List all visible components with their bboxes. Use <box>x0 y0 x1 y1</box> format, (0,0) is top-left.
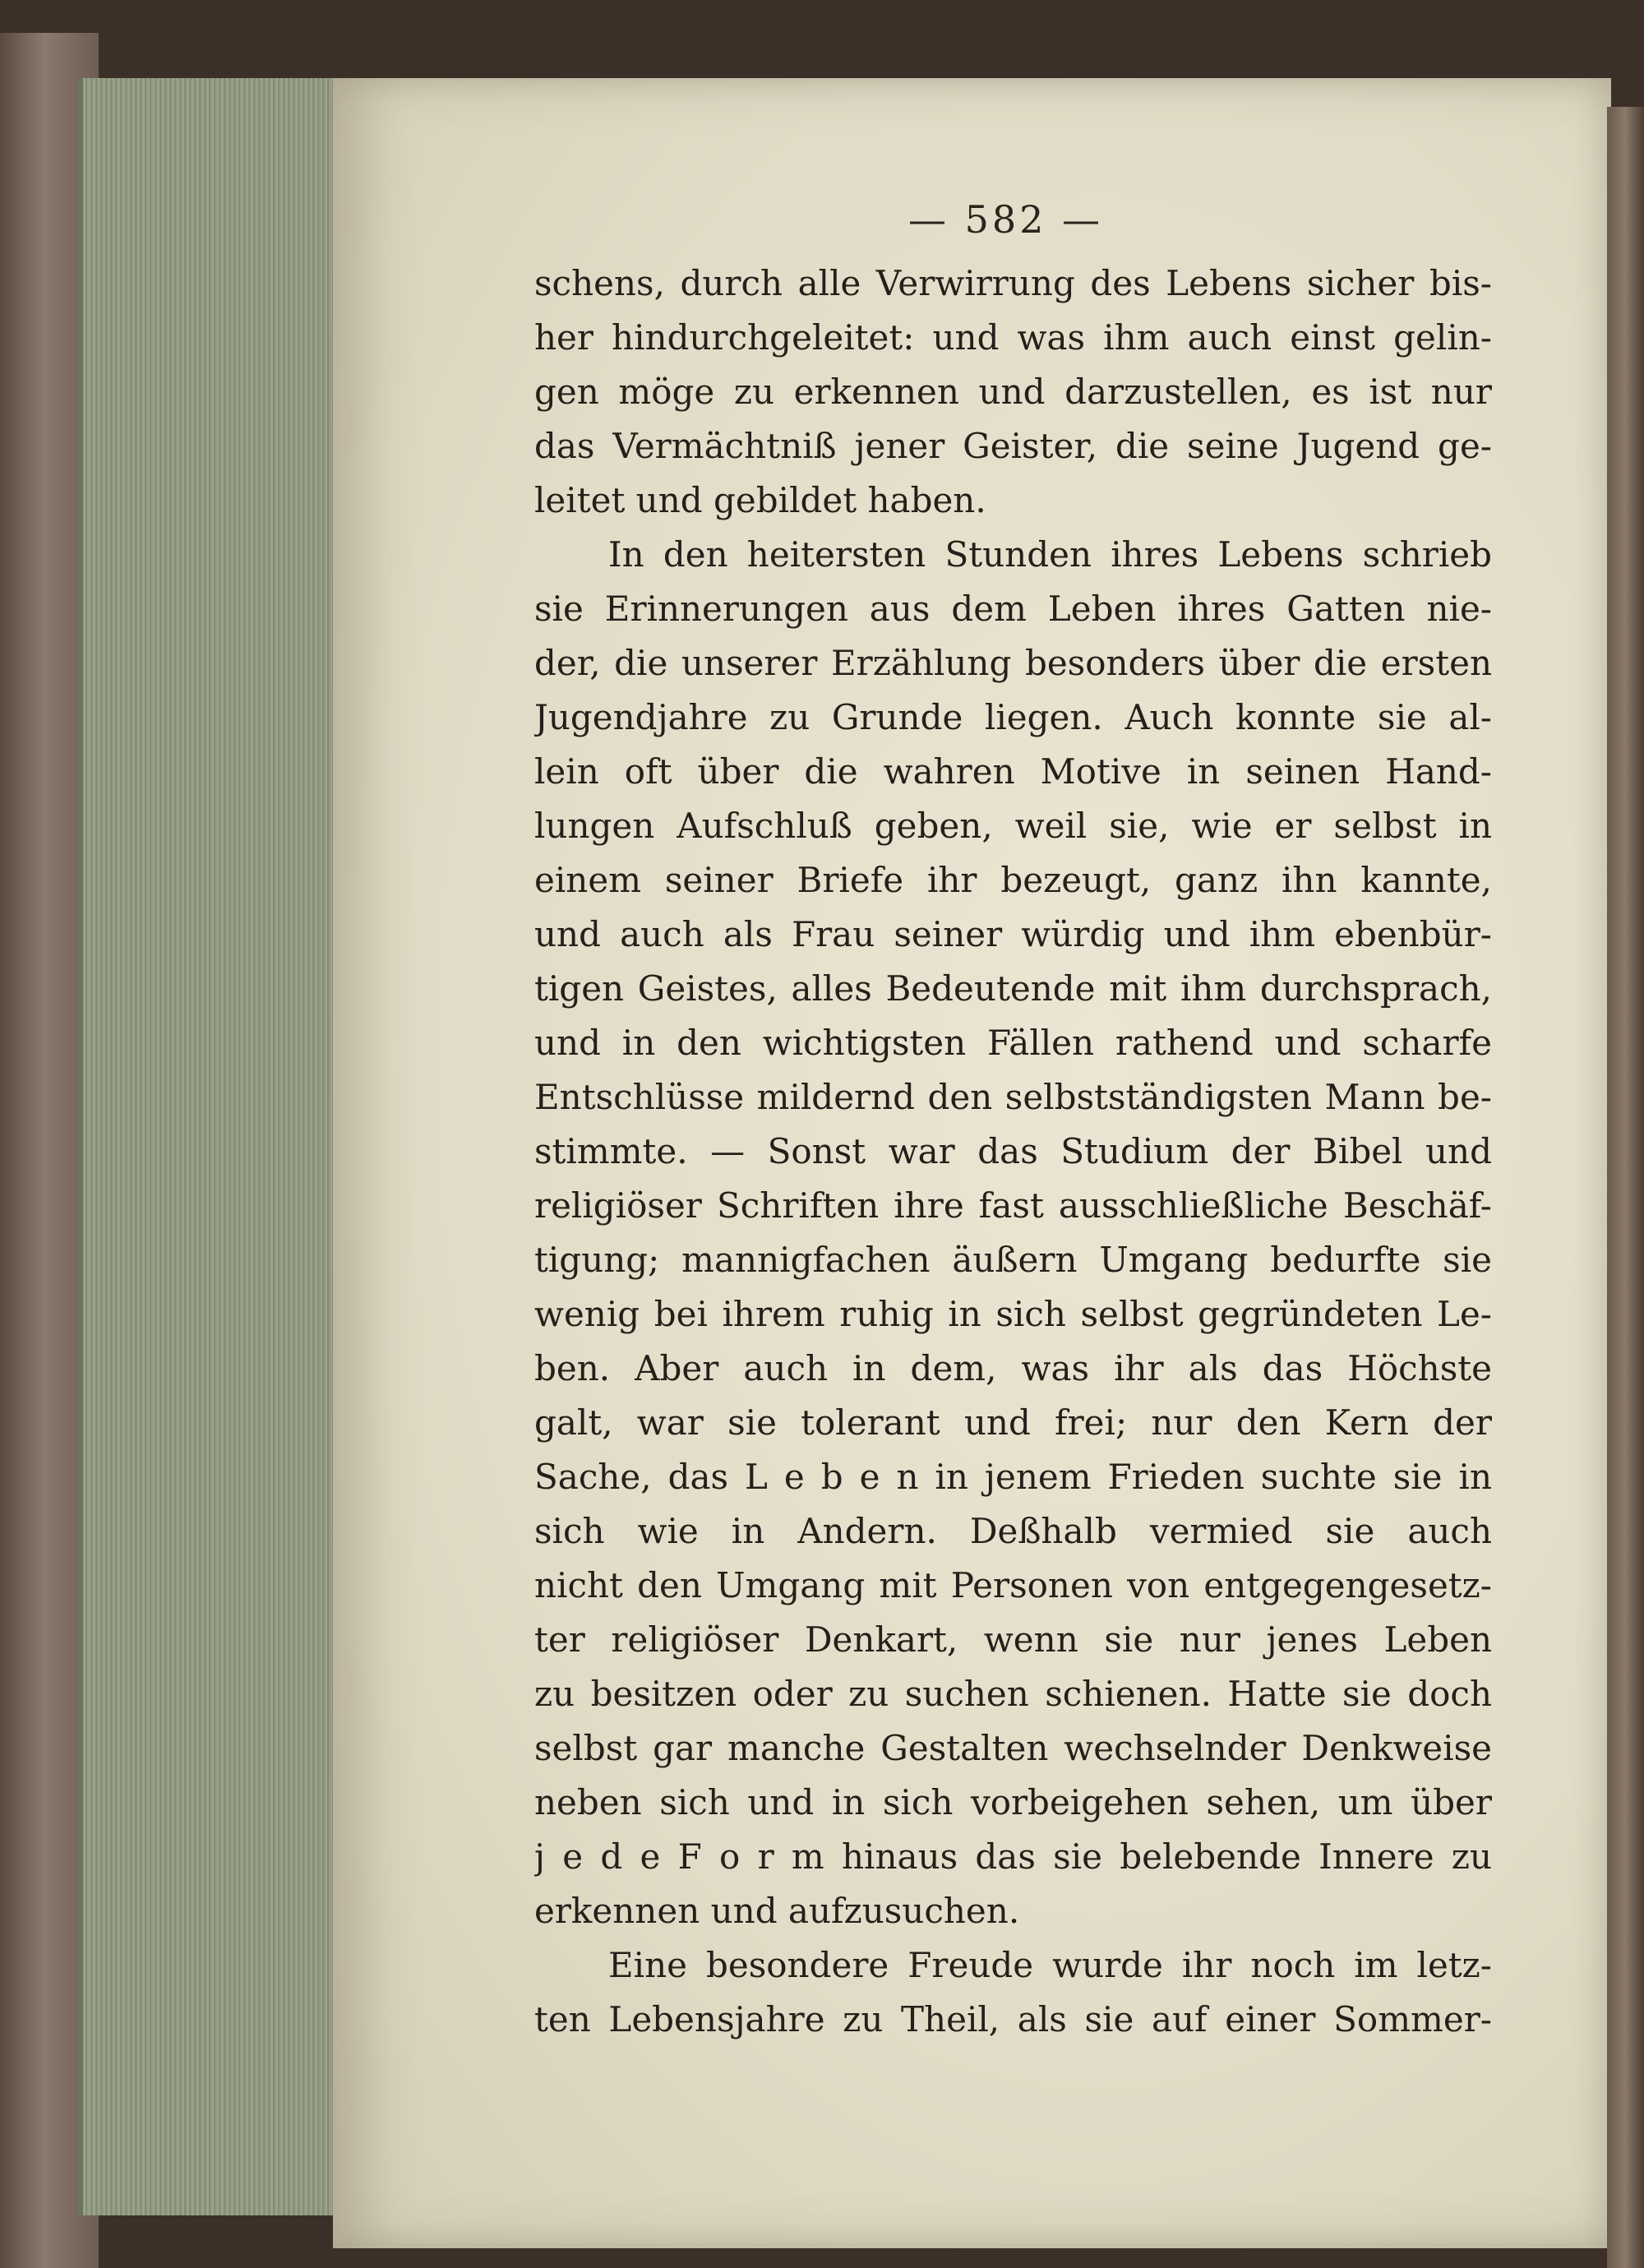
text-line: leitet und gebildet haben. <box>534 480 986 520</box>
text-line: stimmte. — Sonst war das Studium der Bibel und <box>534 1131 1492 1171</box>
text-line: Sache, das L e b e n in jenem Frieden suchte sie in <box>534 1457 1492 1497</box>
text-line: In den heitersten Stunden ihres Lebens schrieb <box>608 534 1492 575</box>
page-edges <box>78 78 346 2215</box>
text-line: Eine besondere Freude wurde ihr noch im letz- <box>608 1945 1492 1985</box>
text-line: und in den wichtigsten Fällen rathend und scharfe <box>534 1023 1492 1063</box>
text-line: tigen Geistes, alles Bedeutende mit ihm durchsprach, <box>534 968 1492 1009</box>
body-text <box>534 256 1492 2047</box>
text-line: einem seiner Briefe ihr bezeugt, ganz ihn kannte, <box>534 860 1492 900</box>
text-line: das Vermächtniß jener Geister, die seine Jugend ge- <box>534 426 1492 466</box>
text-line: j e d e F o r m hinaus das sie belebende Innere zu <box>534 1836 1492 1877</box>
text-line: ben. Aber auch in dem, was ihr als das Höchste <box>534 1348 1492 1388</box>
text-line: gen möge zu erkennen und darzustellen, es ist nur <box>534 372 1492 412</box>
text-line: zu besitzen oder zu suchen schienen. Hatte sie doch <box>534 1674 1492 1714</box>
text-line: religiöser Schriften ihre fast ausschließliche Beschäf- <box>534 1185 1492 1226</box>
text-line: lungen Aufschluß geben, weil sie, wie er selbst in <box>534 806 1492 846</box>
text-line: ter religiöser Denkart, wenn sie nur jenes Leben <box>534 1619 1492 1660</box>
text-line: der, die unserer Erzählung besonders über die ersten <box>534 643 1492 683</box>
text-line: sich wie in Andern. Deßhalb vermied sie auch <box>534 1511 1492 1551</box>
text-line: tigung; mannigfachen äußern Umgang bedurfte sie <box>534 1240 1492 1280</box>
text-line: sie Erinnerungen aus dem Leben ihres Gatten nie- <box>534 589 1492 629</box>
book-cover-right <box>1607 107 1644 2268</box>
text-line: nicht den Umgang mit Personen von entgegengesetz- <box>534 1565 1492 1605</box>
text-line: neben sich und in sich vorbeigehen sehen, um über <box>534 1782 1492 1822</box>
text-line: erkennen und aufzusuchen. <box>534 1891 1020 1931</box>
text-line: wenig bei ihrem ruhig in sich selbst gegründeten Le- <box>534 1294 1492 1334</box>
text-line: schens, durch alle Verwirrung des Lebens sicher bis- <box>534 263 1492 303</box>
text-line: her hindurchgeleitet: und was ihm auch einst gelin- <box>534 317 1492 358</box>
text-line: lein oft über die wahren Motive in seinen Hand- <box>534 751 1492 792</box>
text-line: Jugendjahre zu Grunde liegen. Auch konnte sie al- <box>534 697 1492 737</box>
text-line: selbst gar manche Gestalten wechselnder Denkweise <box>534 1728 1492 1768</box>
text-line: galt, war sie tolerant und frei; nur den Kern der <box>534 1402 1492 1443</box>
text-line: Entschlüsse mildernd den selbstständigsten Mann be- <box>534 1077 1492 1117</box>
page-number: — 582 — <box>908 197 1104 242</box>
text-line: und auch als Frau seiner würdig und ihm ebenbür- <box>534 914 1492 954</box>
text-line: ten Lebensjahre zu Theil, als sie auf einer Sommer- <box>534 1999 1492 2039</box>
